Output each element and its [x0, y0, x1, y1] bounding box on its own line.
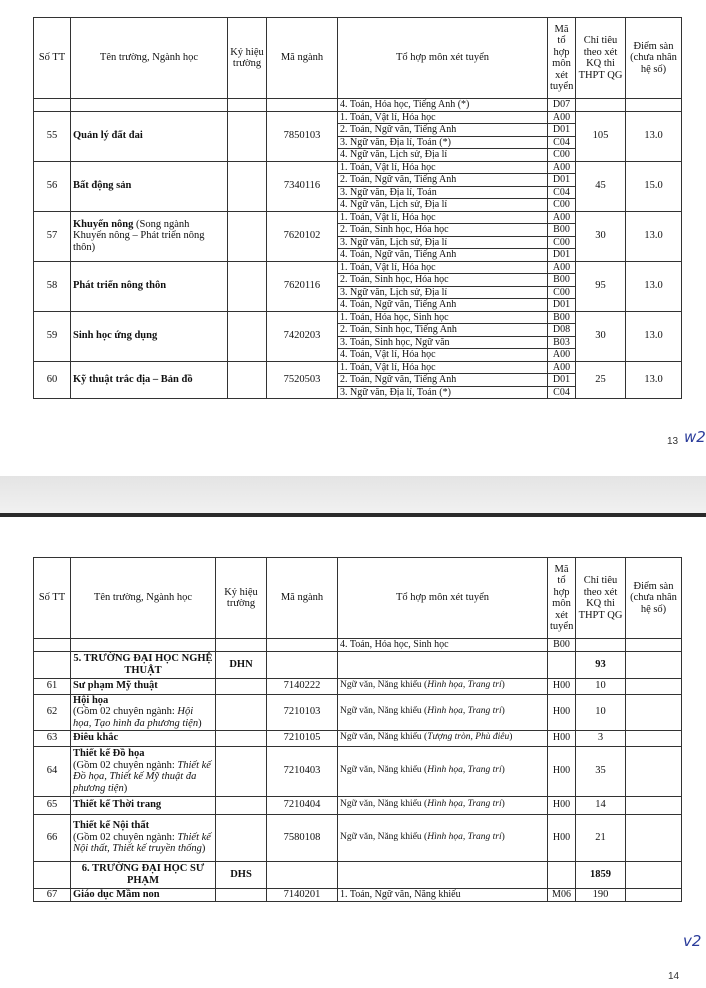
quota-cell: 30	[576, 211, 626, 261]
quota-cell: 105	[576, 111, 626, 161]
school-code-cell	[216, 730, 267, 746]
page-13	[0, 0, 706, 476]
major-code-cell: 7140201	[267, 888, 338, 901]
major-name: Hội họa	[73, 694, 109, 706]
major-name-cell	[71, 361, 228, 399]
school-name-cell: 6. TRƯỜNG ĐẠI HỌC SƯ PHẠM	[71, 861, 216, 888]
school-code-cell: DHS	[216, 861, 267, 888]
initials-mark: v2	[683, 932, 702, 950]
table-header-row	[34, 558, 682, 639]
combo-cell: 4. Ngữ văn, Lịch sử, Địa lí	[338, 149, 548, 162]
major-code-cell: 7210404	[267, 796, 338, 814]
min-score-cell: 13.0	[626, 111, 682, 161]
combo-cell: 1. Toán, Vật lí, Hóa học	[338, 261, 548, 274]
min-score-cell: 13.0	[626, 211, 682, 261]
combo-cell: 3. Ngữ văn, Lịch sử, Địa lí	[338, 236, 548, 249]
combo-cell: 1. Toán, Vật lí, Hóa học	[338, 361, 548, 374]
major-name-cell	[71, 814, 216, 861]
school-row	[34, 651, 682, 678]
table-header-row	[34, 18, 682, 99]
quota-cell: 10	[576, 694, 626, 730]
stt-cell: 55	[34, 111, 71, 161]
school-code-cell	[228, 211, 267, 261]
combo-cell: 2. Toán, Sinh học, Tiếng Anh	[338, 324, 548, 337]
table-row	[34, 361, 682, 374]
header-diem-san: Điểm sàn (chưa nhân hệ số)	[626, 558, 682, 639]
school-code-cell	[216, 796, 267, 814]
combo-code-cell: D01	[548, 124, 576, 137]
major-code-cell	[267, 861, 338, 888]
quota-total-cell: 93	[576, 651, 626, 678]
combo-code-cell: H00	[548, 814, 576, 861]
major-code-cell: 7620102	[267, 211, 338, 261]
major-name-cell	[71, 311, 228, 361]
major-name-cell	[71, 694, 216, 730]
combo-cell	[338, 814, 548, 861]
major-code-cell: 7210105	[267, 730, 338, 746]
combo-prefix: Ngữ văn, Năng khiếu (	[340, 680, 428, 691]
combo-code-cell: C00	[548, 236, 576, 249]
school-code-cell	[216, 694, 267, 730]
stt-cell: 62	[34, 694, 71, 730]
combo-cell: 2. Toán, Sinh học, Hóa học	[338, 224, 548, 237]
combo-aptitude: Hình họa, Trang trí	[427, 706, 502, 717]
stt-cell: 66	[34, 814, 71, 861]
min-score-cell	[626, 746, 682, 796]
combo-cell: 2. Toán, Ngữ văn, Tiếng Anh	[338, 174, 548, 187]
major-note-specialties: Thiết kế Đồ họa, Thiết kế Mỹ thuật đa phương tiện	[73, 759, 211, 794]
combo-code-cell: H00	[548, 746, 576, 796]
table-row	[34, 261, 682, 274]
combo-code-cell: H00	[548, 796, 576, 814]
header-ma-to-hop: Mã tổ hợp môn xét tuyển	[548, 558, 576, 639]
page-number: 13	[667, 436, 679, 447]
min-score-cell	[626, 730, 682, 746]
min-score-cell	[626, 814, 682, 861]
combo-suffix: )	[501, 765, 505, 776]
page-14	[0, 513, 706, 988]
table-row	[34, 211, 682, 224]
combo-cell: 4. Toán, Hóa học, Tiếng Anh (*)	[338, 99, 548, 112]
stt-cell: 60	[34, 361, 71, 399]
table-row	[34, 639, 682, 652]
table-body-page-13	[34, 99, 682, 399]
major-name: Sinh học ứng dụng	[73, 330, 158, 342]
combo-code-cell: B00	[548, 639, 576, 652]
combo-cell: 1. Toán, Hóa học, Sinh học	[338, 311, 548, 324]
combo-cell: 4. Toán, Hóa học, Sinh học	[338, 639, 548, 652]
major-name: Sư phạm Mỹ thuật	[73, 680, 158, 692]
combo-cell: 3. Ngữ văn, Địa lí, Toán (*)	[338, 386, 548, 399]
combo-code-cell: H00	[548, 678, 576, 694]
min-score-cell: 15.0	[626, 161, 682, 211]
major-code-cell: 7140222	[267, 678, 338, 694]
combo-cell: 4. Ngữ văn, Lịch sử, Địa lí	[338, 199, 548, 212]
combo-code-cell: A00	[548, 261, 576, 274]
min-score-cell: 13.0	[626, 311, 682, 361]
major-name-cell	[71, 211, 228, 261]
combo-cell: 2. Toán, Ngữ văn, Tiếng Anh	[338, 124, 548, 137]
combo-cell	[338, 694, 548, 730]
combo-code-cell: B00	[548, 224, 576, 237]
min-score-cell	[626, 861, 682, 888]
major-name: Bất động sản	[73, 180, 132, 192]
header-ky-hieu: Ký hiệu trường	[216, 558, 267, 639]
school-code-cell	[228, 261, 267, 311]
combo-code-cell: C04	[548, 136, 576, 149]
combo-cell: 2. Toán, Sinh học, Hóa học	[338, 274, 548, 287]
quota-cell: 3	[576, 730, 626, 746]
combo-cell: 3. Ngữ văn, Địa lí, Toán (*)	[338, 136, 548, 149]
header-to-hop: Tổ hợp môn xét tuyển	[338, 18, 548, 99]
combo-aptitude: Hình họa, Trang trí	[427, 831, 502, 842]
table-row	[34, 888, 682, 901]
major-code-cell: 7580108	[267, 814, 338, 861]
quota-cell: 10	[576, 678, 626, 694]
table-body-page-14	[34, 639, 682, 902]
min-score-cell: 13.0	[626, 261, 682, 311]
combo-code-cell: A00	[548, 361, 576, 374]
major-name-cell	[71, 261, 228, 311]
header-chi-tieu: Chỉ tiêu theo xét KQ thi THPT QG	[576, 18, 626, 99]
major-name-note: (Song ngành Khuyến nông – Phát triển nông thôn)	[73, 218, 205, 253]
major-code-cell: 7210103	[267, 694, 338, 730]
table-row	[34, 111, 682, 124]
combo-code-cell: D08	[548, 324, 576, 337]
table-row	[34, 311, 682, 324]
major-name-cell	[71, 730, 216, 746]
combo-suffix: )	[501, 831, 505, 842]
combo-cell	[338, 796, 548, 814]
stt-cell: 61	[34, 678, 71, 694]
major-note-specialties: Hội họa, Tạo hình đa phương tiện	[73, 706, 199, 729]
min-score-cell: 13.0	[626, 361, 682, 399]
combo-cell: 3. Toán, Sinh học, Ngữ văn	[338, 336, 548, 349]
combo-suffix: )	[501, 680, 505, 691]
major-name-cell	[71, 678, 216, 694]
school-code-cell	[216, 814, 267, 861]
combo-cell: 1. Toán, Ngữ văn, Năng khiếu	[338, 888, 548, 901]
header-chi-tieu: Chỉ tiêu theo xét KQ thi THPT QG	[576, 558, 626, 639]
major-name-cell	[71, 111, 228, 161]
combo-aptitude: Hình họa, Trang trí	[427, 680, 502, 691]
min-score-cell	[626, 651, 682, 678]
min-score-cell	[626, 796, 682, 814]
combo-code-cell: A00	[548, 111, 576, 124]
min-score-cell	[626, 888, 682, 901]
header-to-hop: Tổ hợp môn xét tuyển	[338, 558, 548, 639]
combo-cell: 1. Toán, Vật lí, Hóa học	[338, 161, 548, 174]
major-name: Điêu khắc	[73, 732, 119, 744]
admission-table-page-14	[33, 557, 682, 902]
major-name: Quản lý đất đai	[73, 130, 143, 142]
combo-cell: 1. Toán, Vật lí, Hóa học	[338, 111, 548, 124]
school-code-cell	[216, 746, 267, 796]
quota-cell: 30	[576, 311, 626, 361]
combo-suffix: )	[501, 706, 505, 717]
combo-cell	[338, 861, 548, 888]
table-row	[34, 796, 682, 814]
admission-table-page-13	[33, 17, 682, 399]
school-code-cell	[216, 678, 267, 694]
table-row	[34, 99, 682, 112]
stt-cell	[34, 651, 71, 678]
combo-cell	[338, 746, 548, 796]
combo-cell	[338, 678, 548, 694]
table-row	[34, 746, 682, 796]
combo-prefix: Ngữ văn, Năng khiếu (	[340, 706, 428, 717]
major-name-cell: Giáo dục Mầm non	[71, 888, 216, 901]
header-ma-nganh: Mã ngành	[267, 18, 338, 99]
combo-cell: 4. Toán, Ngữ văn, Tiếng Anh	[338, 249, 548, 262]
combo-aptitude: Tượng tròn, Phù điêu	[427, 732, 510, 743]
major-name-cell	[71, 746, 216, 796]
table-row	[34, 694, 682, 730]
combo-prefix: Ngữ văn, Năng khiếu (	[340, 732, 428, 743]
combo-cell: 4. Toán, Vật lí, Hóa học	[338, 349, 548, 362]
combo-cell: 3. Ngữ văn, Địa lí, Toán	[338, 186, 548, 199]
stt-cell: 63	[34, 730, 71, 746]
major-note-suffix: )	[201, 843, 206, 855]
combo-code-cell: B03	[548, 336, 576, 349]
major-name-cell	[71, 796, 216, 814]
combo-code-cell: D01	[548, 174, 576, 187]
header-stt: Số TT	[34, 18, 71, 99]
combo-cell: 2. Toán, Ngữ văn, Tiếng Anh	[338, 374, 548, 387]
major-name: Thiết kế Thời trang	[73, 799, 162, 811]
school-code-cell	[228, 311, 267, 361]
combo-suffix: )	[501, 799, 505, 810]
header-ma-to-hop: Mã tổ hợp môn xét tuyển	[548, 18, 576, 99]
header-ma-nganh: Mã ngành	[267, 558, 338, 639]
major-code-cell: 7420203	[267, 311, 338, 361]
quota-cell: 190	[576, 888, 626, 901]
min-score-cell	[626, 678, 682, 694]
stt-cell	[34, 861, 71, 888]
quota-cell: 25	[576, 361, 626, 399]
initials-mark: w2	[684, 428, 706, 446]
combo-code-cell: C00	[548, 149, 576, 162]
stt-cell: 59	[34, 311, 71, 361]
combo-prefix: Ngữ văn, Năng khiếu (	[340, 799, 428, 810]
major-name-cell	[71, 161, 228, 211]
combo-code-cell: B00	[548, 311, 576, 324]
combo-code-cell: C00	[548, 286, 576, 299]
combo-prefix: Ngữ văn, Năng khiếu (	[340, 765, 428, 776]
school-code-cell: DHN	[216, 651, 267, 678]
combo-cell: 1. Toán, Vật lí, Hóa học	[338, 211, 548, 224]
stt-cell: 57	[34, 211, 71, 261]
school-code-cell	[216, 888, 267, 901]
quota-cell: 95	[576, 261, 626, 311]
header-ky-hieu: Ký hiệu trường	[228, 18, 267, 99]
combo-suffix: )	[509, 732, 513, 743]
header-ten: Tên trường, Ngành học	[71, 18, 228, 99]
major-code-cell	[267, 651, 338, 678]
major-note-prefix: (Gồm 02 chuyên ngành:	[73, 831, 178, 843]
stt-cell: 56	[34, 161, 71, 211]
quota-cell: 14	[576, 796, 626, 814]
major-note-prefix: (Gồm 02 chuyên ngành:	[73, 759, 178, 771]
combo-code-cell: A00	[548, 211, 576, 224]
table-row	[34, 814, 682, 861]
combo-code-cell	[548, 861, 576, 888]
major-name: Phát triển nông thôn	[73, 280, 167, 292]
combo-code-cell: D07	[548, 99, 576, 112]
quota-cell: 45	[576, 161, 626, 211]
min-score-cell	[626, 694, 682, 730]
school-name-cell: 5. TRƯỜNG ĐẠI HỌC NGHỆ THUẬT	[71, 651, 216, 678]
major-code-cell: 7850103	[267, 111, 338, 161]
major-note-suffix: )	[198, 717, 202, 729]
major-code-cell: 7210403	[267, 746, 338, 796]
major-name: Khuyến nông	[73, 218, 134, 230]
major-name: Thiết kế Nội thất	[73, 820, 150, 832]
combo-cell: 4. Toán, Ngữ văn, Tiếng Anh	[338, 299, 548, 312]
header-diem-san: Điểm sàn (chưa nhân hệ số)	[626, 18, 682, 99]
combo-code-cell: B00	[548, 274, 576, 287]
combo-cell	[338, 651, 548, 678]
combo-code-cell: C00	[548, 199, 576, 212]
combo-code-cell: A00	[548, 161, 576, 174]
table-row	[34, 161, 682, 174]
stt-cell: 64	[34, 746, 71, 796]
school-code-cell	[228, 361, 267, 399]
major-code-cell: 7520503	[267, 361, 338, 399]
combo-code-cell: D01	[548, 374, 576, 387]
quota-cell: 21	[576, 814, 626, 861]
combo-aptitude: Hình họa, Trang trí	[427, 799, 502, 810]
combo-code-cell: C04	[548, 386, 576, 399]
header-stt: Số TT	[34, 558, 71, 639]
major-name: Thiết kế Đồ họa	[73, 748, 145, 759]
major-note-prefix: (Gồm 02 chuyên ngành:	[73, 706, 178, 718]
combo-aptitude: Hình họa, Trang trí	[427, 765, 502, 776]
combo-prefix: Ngữ văn, Năng khiếu (	[340, 831, 428, 842]
table-row	[34, 678, 682, 694]
quota-cell: 35	[576, 746, 626, 796]
page-gap	[0, 476, 706, 513]
combo-cell: 3. Ngữ văn, Lịch sử, Địa lí	[338, 286, 548, 299]
combo-code-cell: D01	[548, 299, 576, 312]
combo-code-cell: D01	[548, 249, 576, 262]
combo-code-cell: M06	[548, 888, 576, 901]
stt-cell: 65	[34, 796, 71, 814]
major-note-specialties: Thiết kế Nội thất, Thiết kế truyền thống	[73, 831, 211, 855]
combo-code-cell: C04	[548, 186, 576, 199]
combo-code-cell: H00	[548, 694, 576, 730]
major-code-cell: 7620116	[267, 261, 338, 311]
major-note-suffix: )	[123, 782, 128, 794]
combo-code-cell	[548, 651, 576, 678]
table-row	[34, 730, 682, 746]
quota-total-cell: 1859	[576, 861, 626, 888]
header-ten: Tên trường, Ngành học	[71, 558, 216, 639]
page-number: 14	[668, 971, 680, 982]
combo-code-cell: A00	[548, 349, 576, 362]
school-code-cell	[228, 161, 267, 211]
combo-code-cell: H00	[548, 730, 576, 746]
major-name: Kỹ thuật trắc địa – Bản đồ	[73, 374, 193, 385]
stt-cell: 58	[34, 261, 71, 311]
stt-cell: 67	[34, 888, 71, 901]
school-code-cell	[228, 111, 267, 161]
combo-cell	[338, 730, 548, 746]
school-row	[34, 861, 682, 888]
major-code-cell: 7340116	[267, 161, 338, 211]
